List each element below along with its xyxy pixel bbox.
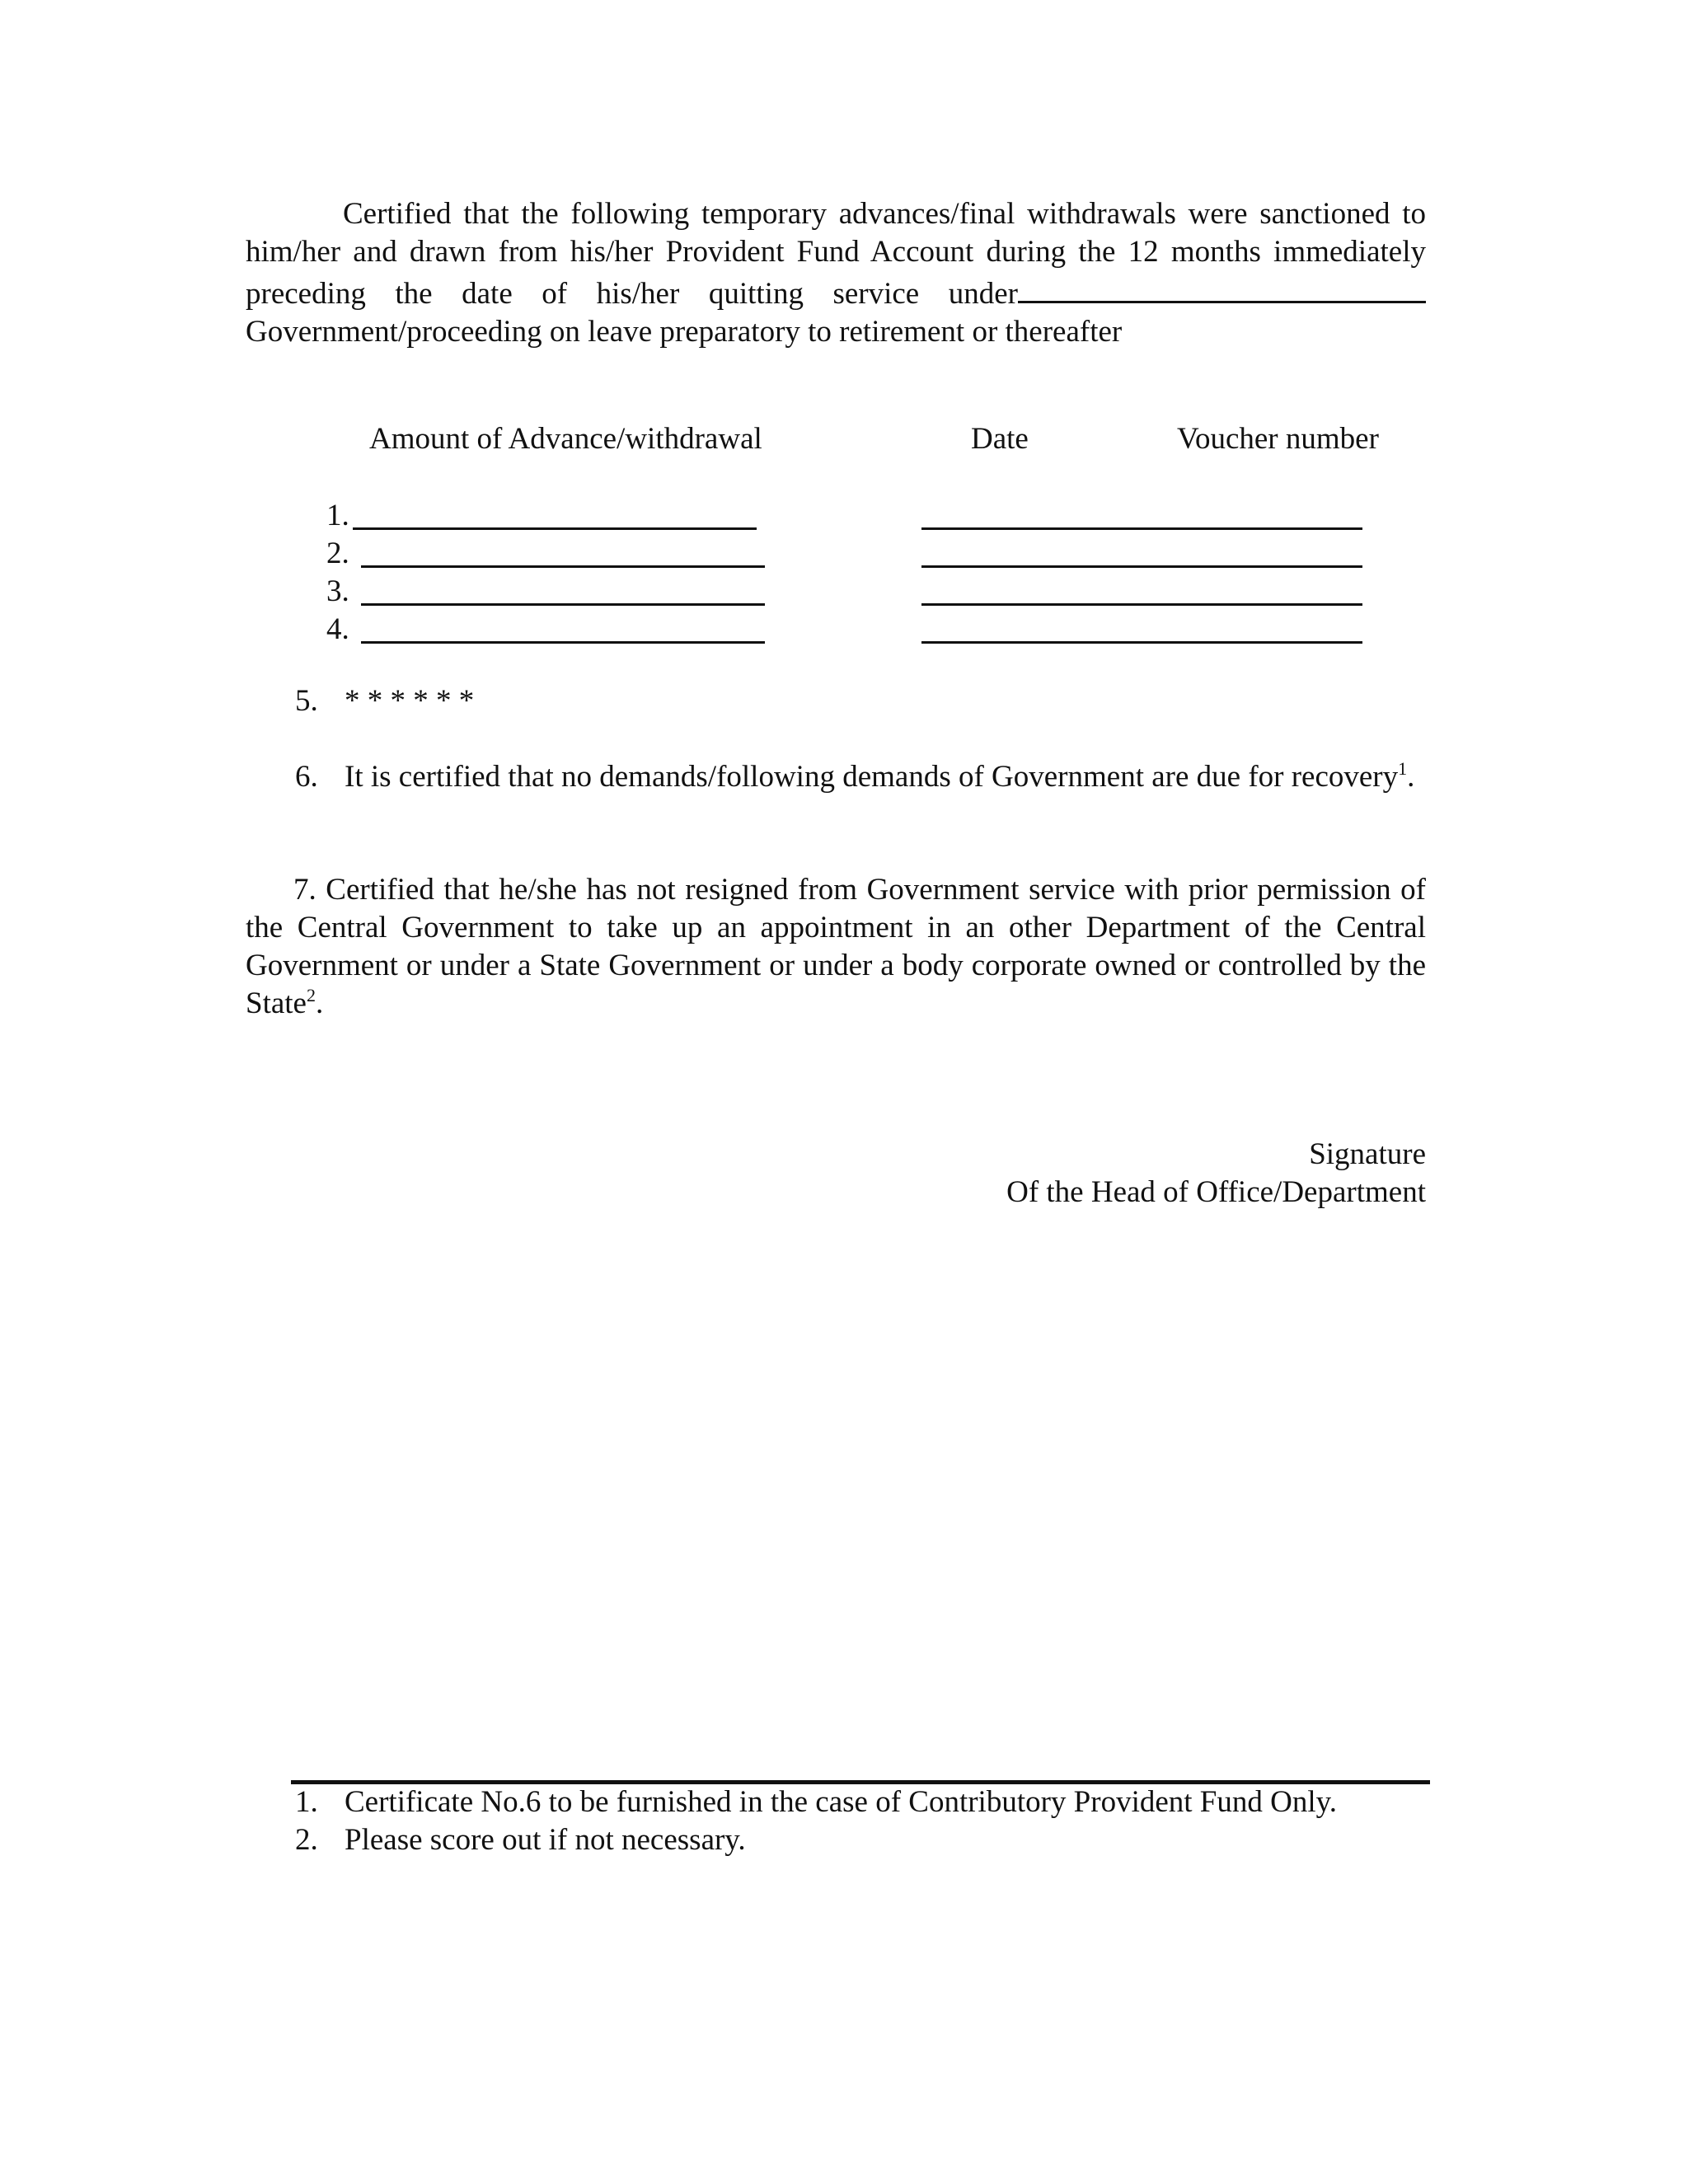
date-voucher-blank-3[interactable]	[921, 603, 1362, 606]
footnote-1-text: Certificate No.6 to be furnished in the case of Contributory Provident Fund Only.	[345, 1785, 1337, 1819]
row-number-1: 1.	[326, 499, 349, 532]
footnote-2-text: Please score out if not necessary.	[345, 1823, 746, 1857]
item-7-end: .	[315, 987, 324, 1020]
item-7-paragraph	[246, 871, 1426, 1023]
amount-blank-4[interactable]	[361, 641, 765, 644]
date-column-header: Date	[971, 422, 1029, 456]
date-voucher-blank-4[interactable]	[921, 641, 1362, 644]
item-6-text: It is certified that no demands/following demands of Government are due for recovery	[345, 760, 1399, 794]
item-5-text: * * * * * *	[345, 684, 475, 718]
amount-blank-1[interactable]	[353, 527, 757, 530]
voucher-column-header: Voucher number	[1177, 422, 1379, 456]
footnote-ref-1: 1	[1398, 758, 1408, 779]
signature-label: Signature	[1309, 1137, 1426, 1171]
row-number-2: 2.	[326, 537, 349, 570]
row-number-4: 4.	[326, 612, 349, 646]
intro-paragraph	[246, 195, 1426, 351]
row-number-3: 3.	[326, 574, 349, 608]
footnote-1-number: 1.	[295, 1785, 318, 1819]
footnote-ref-2: 2	[306, 985, 316, 1005]
amount-column-header: Amount of Advance/withdrawal	[369, 422, 762, 456]
item-6-end: .	[1407, 760, 1415, 794]
item-6-paragraph	[345, 758, 1426, 796]
item-6-number: 6.	[295, 760, 318, 794]
footnote-2-number: 2.	[295, 1823, 318, 1857]
intro-text-after: Government/proceeding on leave preparatory to retirement or thereafter	[246, 315, 1123, 349]
government-name-blank[interactable]	[1018, 271, 1426, 303]
item-7-text: 7. Certified that he/she has not resigned from Government service with prior permission of the Central Government to take up an appointment in an other Department of the Central Government or under a State Government or under a body corporate owned or controlled by the State	[246, 873, 1426, 1020]
item-5-number: 5.	[295, 684, 318, 718]
date-voucher-blank-2[interactable]	[921, 565, 1362, 568]
signature-designation: Of the Head of Office/Department	[1006, 1175, 1426, 1209]
intro-text-before: Certified that the following temporary advances/final withdrawals were sanctioned to him/her and drawn from his/her Provident Fund Account during the 12 months immediately preceding the date of his/her quitting service under	[246, 197, 1426, 311]
amount-blank-2[interactable]	[361, 565, 765, 568]
amount-blank-3[interactable]	[361, 603, 765, 606]
date-voucher-blank-1[interactable]	[921, 527, 1362, 530]
